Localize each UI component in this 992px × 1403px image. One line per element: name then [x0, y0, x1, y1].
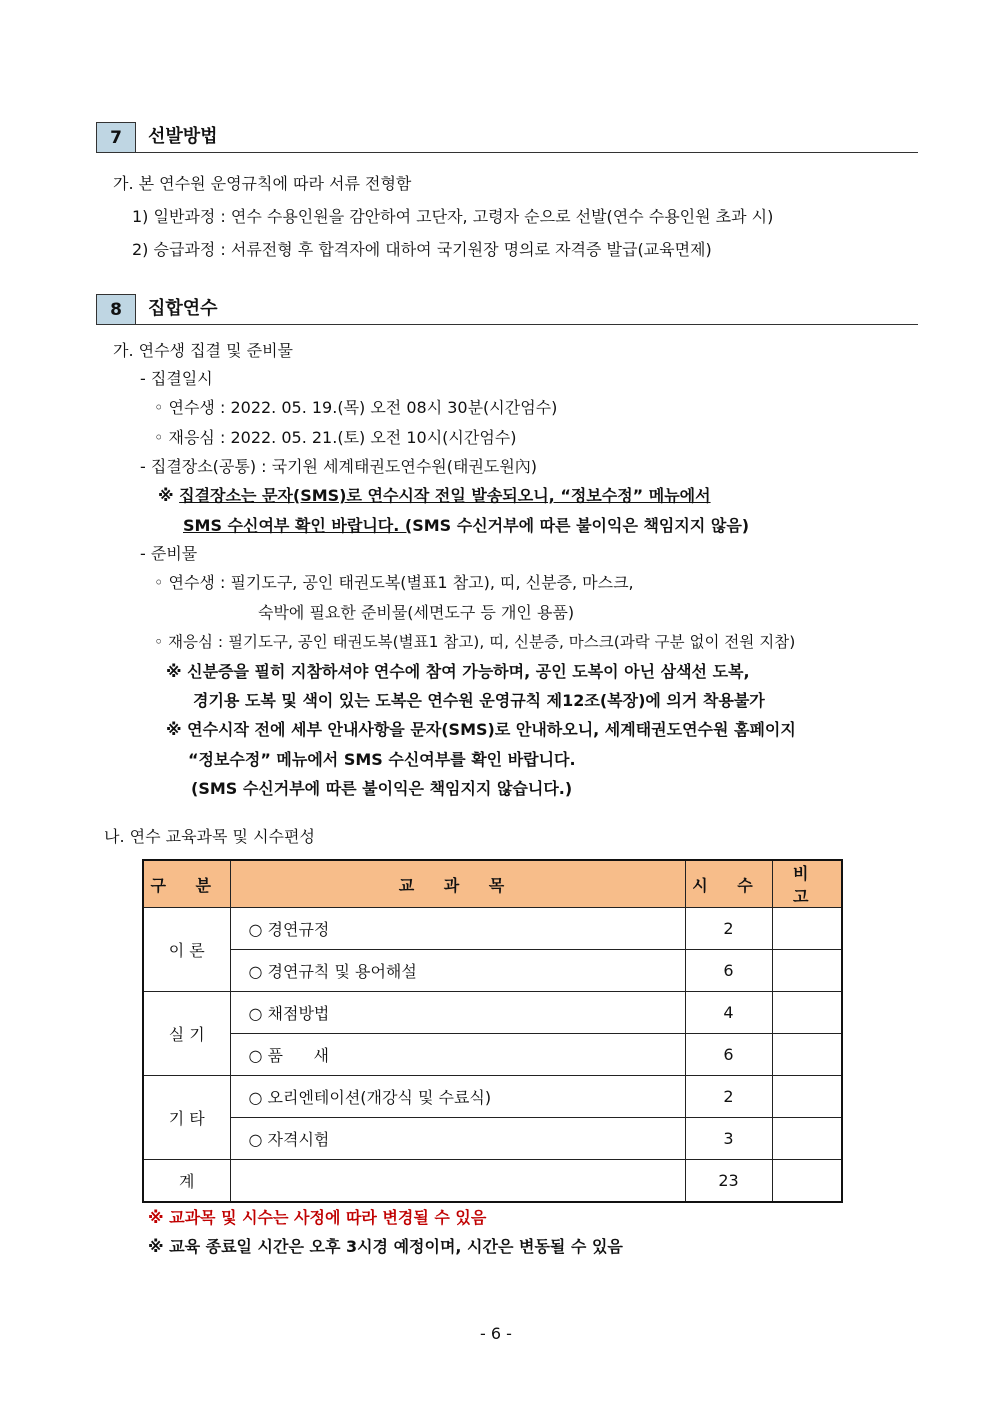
- hours-cell: 2: [685, 1076, 772, 1118]
- body-line: ◦ 재응심 : 필기도구, 공인 태권도복(별표1 참고), 띠, 신분증, 마스크(과락 구분 없이 전원 지참): [154, 633, 796, 651]
- remarks-cell: [772, 1034, 842, 1076]
- page-number: - 6 -: [480, 1324, 512, 1343]
- hours-cell: 2: [685, 908, 772, 950]
- notice-line: 경기용 도복 및 색이 있는 도복은 연수원 운영규칙 제12조(복장)에 의거 착용불가: [193, 691, 765, 710]
- notice-line: (SMS 수신거부에 따른 불이익은 책임지지 않습니다.): [191, 779, 573, 798]
- table-row: [143, 950, 842, 992]
- section-number: 7: [96, 122, 136, 152]
- hours-cell: 3: [685, 1118, 772, 1160]
- header-remarks: 비 고: [772, 860, 842, 908]
- curriculum-table: [142, 859, 843, 1203]
- subject-cell: ○ 경연규정: [230, 908, 685, 950]
- section-8-header: [96, 294, 918, 325]
- category-cell: 기 타: [143, 1076, 230, 1160]
- body-line: 1) 일반과정 : 연수 수용인원을 감안하여 고단자, 고령자 순으로 선발(연수 수용인원 초과 시): [132, 207, 774, 226]
- notice-underlined: 집결장소는 문자(SMS)로 연수시작 전일 발송되오니, “정보수정” 메뉴에서: [179, 486, 711, 505]
- section-7-header: [96, 122, 918, 153]
- body-line: - 준비물: [140, 544, 198, 563]
- body-line: ◦ 연수생 : 2022. 05. 19.(목) 오전 08시 30분(시간엄수): [154, 398, 558, 417]
- table-row: [143, 1118, 842, 1160]
- hours-cell: 6: [685, 1034, 772, 1076]
- notice-text: SMS 수신거부에 따른 불이익은 책임지지 않음): [412, 516, 750, 535]
- total-hours-cell: 23: [685, 1160, 772, 1203]
- footnote: ※ 교육 종료일 시간은 오후 3시경 예정이며, 시간은 변동될 수 있음: [148, 1237, 623, 1256]
- notice-line: ※ 신분증을 필히 지참하셔야 연수에 참여 가능하며, 공인 도복이 아닌 삼색선 도복,: [166, 662, 750, 681]
- total-subject-cell: [230, 1160, 685, 1203]
- subject-cell: ○ 채점방법: [230, 992, 685, 1034]
- notice-underlined: SMS 수신여부 확인 바랍니다. (: [183, 516, 413, 535]
- section-title: 집합연수: [148, 298, 218, 319]
- hours-cell: 6: [685, 950, 772, 992]
- subject-cell: ○ 품 새: [230, 1034, 685, 1076]
- remarks-cell: [772, 1160, 842, 1203]
- footnote-red: ※ 교과목 및 시수는 사정에 따라 변경될 수 있음: [148, 1208, 487, 1227]
- category-cell: 이 론: [143, 908, 230, 992]
- table-row: [143, 1034, 842, 1076]
- remarks-cell: [772, 1076, 842, 1118]
- remarks-cell: [772, 950, 842, 992]
- remarks-cell: [772, 1118, 842, 1160]
- body-line: 가. 연수생 집결 및 준비물: [113, 341, 293, 360]
- header-subject: 교 과 목: [230, 860, 685, 908]
- notice-line: [183, 515, 749, 537]
- section-number: 8: [96, 294, 136, 324]
- hours-cell: 4: [685, 992, 772, 1034]
- body-line: 2) 승급과정 : 서류전형 후 합격자에 대하여 국기원장 명의로 자격증 발급(교육면제): [132, 240, 712, 259]
- table-header-row: [143, 860, 842, 908]
- header-hours: 시 수: [685, 860, 772, 908]
- category-cell: 실 기: [143, 992, 230, 1076]
- total-label-cell: 계: [143, 1160, 230, 1203]
- body-line: ◦ 재응심 : 2022. 05. 21.(토) 오전 10시(시간엄수): [154, 428, 517, 447]
- section-title: 선발방법: [148, 126, 218, 147]
- header-category: 구 분: [143, 860, 230, 908]
- table-row: [143, 908, 842, 950]
- notice-line: ※ 연수시작 전에 세부 안내사항을 문자(SMS)로 안내하오니, 세계태권도연수원 홈페이지: [166, 720, 796, 739]
- body-line: - 집결장소(공통) : 국기원 세계태권도연수원(태권도원內): [140, 457, 538, 476]
- subject-cell: ○ 자격시험: [230, 1118, 685, 1160]
- remarks-cell: [772, 908, 842, 950]
- body-line: 나. 연수 교육과목 및 시수편성: [104, 827, 315, 846]
- notice-line: [158, 485, 711, 507]
- remarks-cell: [772, 992, 842, 1034]
- notice-mark: ※: [158, 486, 180, 505]
- subject-cell: ○ 오리엔테이션(개강식 및 수료식): [230, 1076, 685, 1118]
- body-line: 숙박에 필요한 준비물(세면도구 등 개인 용품): [258, 603, 575, 622]
- subject-cell: ○ 경연규칙 및 용어해설: [230, 950, 685, 992]
- body-line: ◦ 연수생 : 필기도구, 공인 태권도복(별표1 참고), 띠, 신분증, 마스크,: [154, 573, 634, 592]
- notice-line: “정보수정” 메뉴에서 SMS 수신여부를 확인 바랍니다.: [188, 750, 576, 769]
- body-line: - 집결일시: [140, 369, 213, 388]
- table-total-row: [143, 1160, 842, 1203]
- body-line: 가. 본 연수원 운영규칙에 따라 서류 전형함: [113, 174, 412, 193]
- table-row: [143, 992, 842, 1034]
- table-row: [143, 1076, 842, 1118]
